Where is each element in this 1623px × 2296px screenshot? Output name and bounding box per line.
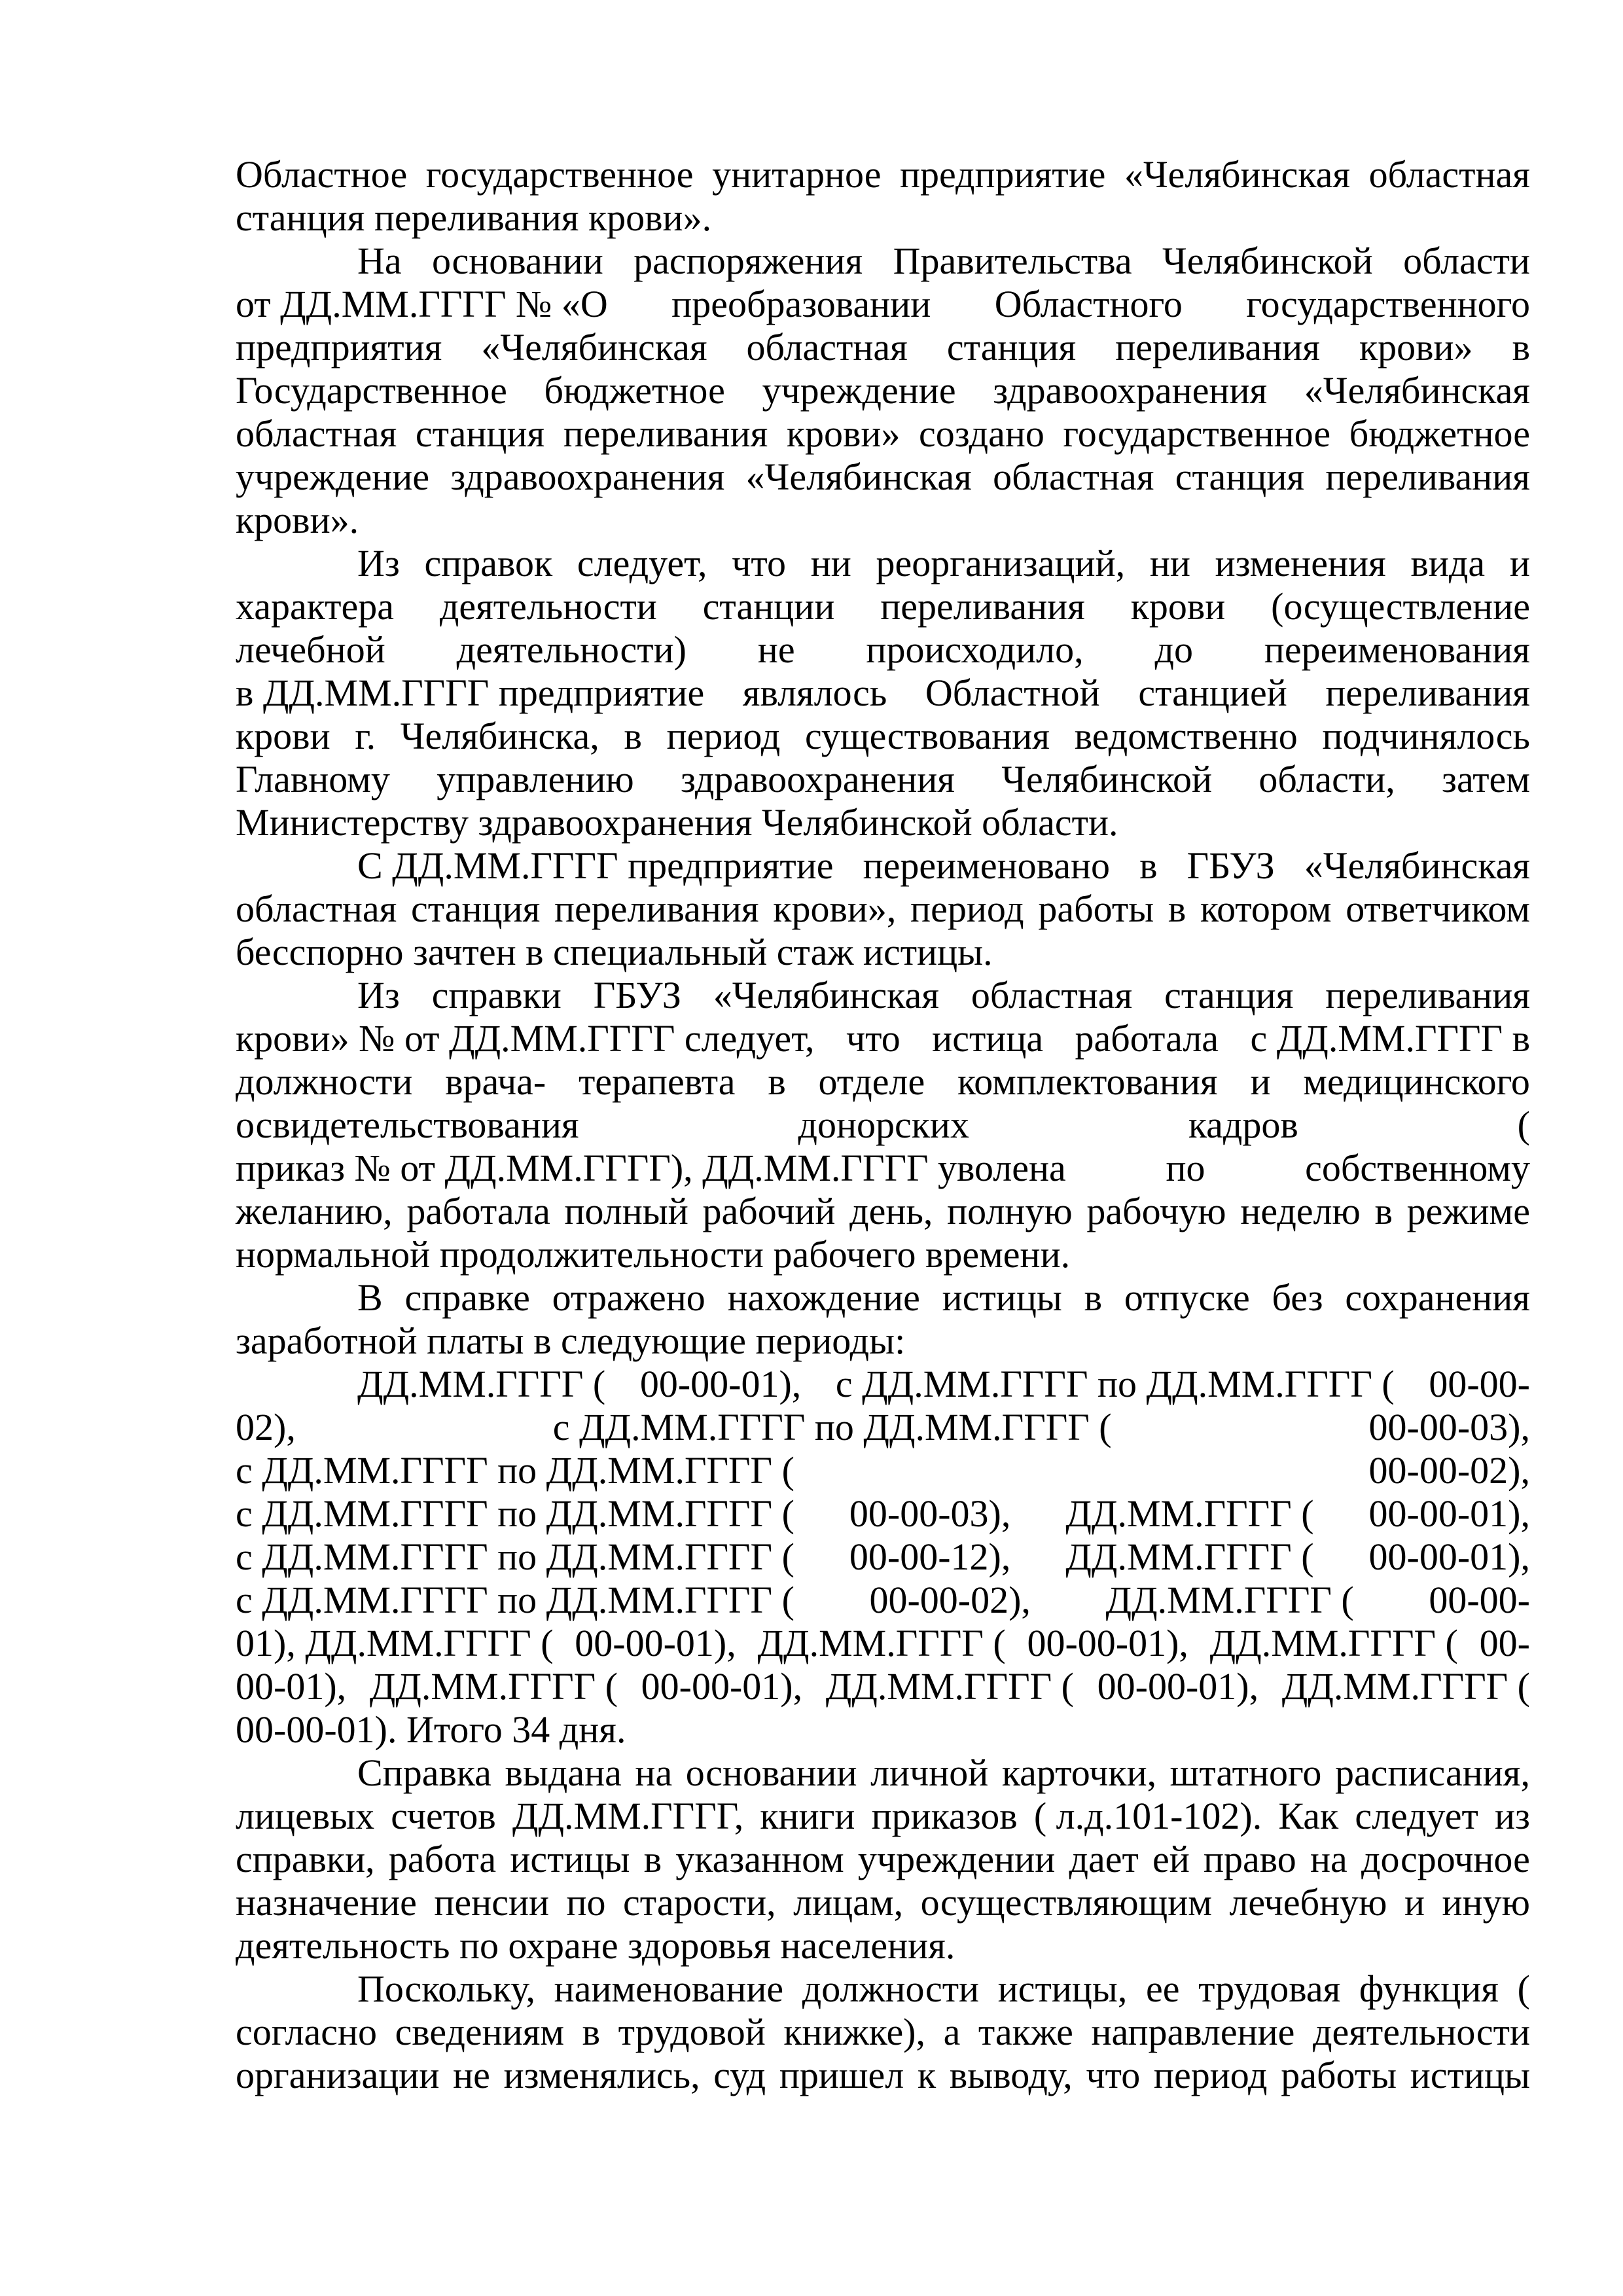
word-group: станция переливания крови».: [236, 196, 712, 239]
word-group: переименовано: [863, 844, 1111, 887]
text-line-18: [236, 888, 1530, 931]
word-group: что: [846, 1017, 901, 1060]
word-group: станция: [410, 888, 541, 930]
word-group: ( л.д.101-102).: [1033, 1795, 1262, 1837]
word-group: не: [757, 628, 795, 671]
text-line-37: [236, 1708, 1530, 1751]
word-group: желанию,: [236, 1190, 393, 1232]
word-group: ее: [1146, 1967, 1180, 2010]
word-group: личной: [870, 1751, 989, 1794]
word-group: переливания: [1325, 974, 1530, 1016]
word-group: На: [357, 240, 402, 282]
word-group: областная: [971, 974, 1133, 1016]
word-group: сведениям: [395, 2011, 565, 2053]
text-line-1: [236, 153, 1530, 196]
word-group: с ДД.ММ.ГГГГ по ДД.ММ.ГГГГ (: [236, 1579, 794, 1621]
text-line-31: [236, 1449, 1530, 1492]
word-group: истицы,: [997, 1967, 1128, 2010]
text-line-4: [236, 283, 1530, 326]
word-group: работала: [406, 1190, 550, 1232]
word-group: ДД.ММ.ГГГГ (: [1105, 1579, 1354, 1621]
word-group: вида: [1410, 542, 1486, 584]
word-group: переливания: [1115, 326, 1320, 368]
text-line-39: [236, 1795, 1530, 1838]
word-group: справок: [424, 542, 553, 584]
word-group: в: [624, 715, 642, 757]
word-group: 00-00-01),: [575, 1622, 736, 1664]
word-group: неделю: [1240, 1190, 1361, 1232]
word-group: донорских: [798, 1103, 969, 1146]
text-line-35: [236, 1622, 1530, 1665]
text-line-21: [236, 1017, 1530, 1060]
word-group: здравоохранения: [450, 456, 725, 498]
word-group: лицам,: [793, 1881, 904, 1924]
word-group: деятельности): [456, 628, 687, 671]
text-line-14: [236, 715, 1530, 758]
text-line-22: [236, 1060, 1530, 1103]
text-line-6: [236, 369, 1530, 412]
word-group: области,: [1258, 758, 1395, 800]
word-group: Челябинской: [1001, 758, 1212, 800]
word-group: работала: [1075, 1017, 1219, 1060]
word-group: учреждение: [236, 456, 430, 498]
word-group: Поскольку,: [357, 1967, 535, 2010]
word-group: и: [1404, 1881, 1425, 1924]
word-group: на: [1310, 1838, 1347, 1880]
word-group: сохранения: [1345, 1276, 1530, 1319]
word-group: освидетельствования: [236, 1103, 579, 1146]
word-group: Государственное: [236, 369, 507, 412]
word-group: здравоохранения: [993, 369, 1268, 412]
word-group: в: [1139, 844, 1158, 887]
word-group: лечебную: [1229, 1881, 1387, 1924]
word-group: период: [666, 715, 781, 757]
word-group: справки: [431, 974, 562, 1016]
text-line-40: [236, 1838, 1530, 1881]
word-group: распоряжения: [633, 240, 863, 282]
word-group: ДД.ММ.ГГГГ,: [512, 1795, 744, 1837]
word-group: трудовая: [1198, 1967, 1341, 2010]
word-group: в: [643, 1838, 662, 1880]
word-group: станция: [415, 412, 545, 455]
word-group: лечебной: [236, 628, 385, 671]
word-group: областная: [236, 412, 397, 455]
word-group: должности: [236, 1060, 413, 1103]
word-group: (: [1517, 1103, 1530, 1146]
word-group: и: [1250, 1060, 1271, 1103]
word-group: 00-00-01),: [1368, 1535, 1530, 1578]
word-group: приказ № от ДД.ММ.ГГГГ), ДД.ММ.ГГГГ уволена: [236, 1147, 1066, 1189]
word-group: режиме: [1406, 1190, 1530, 1232]
word-group: Областной: [925, 672, 1100, 714]
word-group: справки,: [236, 1838, 375, 1880]
word-group: работы: [1281, 2054, 1397, 2096]
word-group: переливания: [1325, 456, 1530, 498]
word-group: являлось: [742, 672, 887, 714]
word-group: работы: [1038, 888, 1154, 930]
word-group: полный: [564, 1190, 688, 1232]
word-group: следует: [1355, 1795, 1478, 1837]
word-group: 00-00-03),: [1368, 1406, 1530, 1448]
word-group: должности: [802, 1967, 980, 2010]
word-group: с ДД.ММ.ГГГГ по ДД.ММ.ГГГГ (: [236, 1492, 794, 1535]
word-group: заработной платы в следующие периоды:: [236, 1319, 906, 1362]
word-group: ответчиком: [1346, 888, 1530, 930]
word-group: справке: [404, 1276, 530, 1319]
text-line-28: [236, 1319, 1530, 1363]
word-group: что: [1086, 2054, 1141, 2096]
word-group: 00-00-: [1429, 1363, 1530, 1405]
word-group: отделе: [818, 1060, 925, 1103]
word-group: областная: [1368, 153, 1530, 196]
text-line-5: [236, 326, 1530, 369]
word-group: существования: [804, 715, 1050, 757]
text-line-36: [236, 1665, 1530, 1708]
word-group: изменения: [1215, 542, 1386, 584]
word-group: Областное: [236, 153, 408, 196]
word-group: нормальной продолжительности рабочего времени.: [236, 1233, 1071, 1276]
word-group: 00-00-12),: [849, 1535, 1011, 1578]
word-group: что: [732, 542, 787, 584]
word-group: в: [1084, 1276, 1103, 1319]
word-group: период: [910, 888, 1024, 930]
word-group: отпуске: [1124, 1276, 1250, 1319]
word-group: до: [1154, 628, 1193, 671]
word-group: суд: [713, 2054, 766, 2096]
word-group: работа: [388, 1838, 497, 1880]
word-group: происходило,: [866, 628, 1084, 671]
word-group: переливания: [563, 412, 768, 455]
word-group: трудовой: [618, 2011, 766, 2053]
text-line-3: [236, 240, 1530, 283]
word-group: в: [768, 1060, 786, 1103]
word-group: Справка: [357, 1751, 491, 1794]
word-group: крови»: [786, 412, 901, 455]
word-group: истицы: [510, 1838, 630, 1880]
text-line-32: [236, 1492, 1530, 1535]
word-group: назначение: [236, 1881, 417, 1924]
word-group: ДД.ММ.ГГГГ (: [757, 1622, 1006, 1664]
word-group: государственное: [1063, 412, 1331, 455]
word-group: С ДД.ММ.ГГГГ предприятие: [357, 844, 834, 887]
word-group: учреждении: [857, 1838, 1056, 1880]
word-group: переливания: [1325, 672, 1530, 714]
word-group: период: [1153, 2054, 1268, 2096]
word-group: с ДД.ММ.ГГГГ по ДД.ММ.ГГГГ (: [835, 1363, 1395, 1405]
word-group: в ДД.ММ.ГГГГ предприятие: [236, 672, 705, 714]
word-group: собственному: [1305, 1147, 1530, 1189]
word-group: предприятия: [236, 326, 442, 368]
word-group: государственного: [1246, 283, 1530, 325]
word-group: 00-00-01),: [641, 1665, 803, 1708]
word-group: бюджетное: [544, 369, 725, 412]
text-line-19: [236, 931, 1530, 974]
word-group: нахождение: [727, 1276, 920, 1319]
word-group: ДД.ММ.ГГГГ (: [357, 1363, 606, 1405]
word-group: 00-00-01). Итого 34 дня.: [236, 1708, 626, 1751]
word-group: «Челябинская: [1124, 153, 1351, 196]
word-group: истица: [932, 1017, 1044, 1060]
word-group: г.: [355, 715, 376, 757]
word-group: «Челябинская: [481, 326, 707, 368]
word-group: комплектования: [957, 1060, 1218, 1103]
word-group: деятельность по охране здоровья населения.: [236, 1924, 955, 1967]
word-group: создано: [918, 412, 1044, 455]
word-group: крови».: [236, 499, 359, 541]
text-line-16: [236, 801, 1530, 844]
word-group: крови: [1130, 585, 1226, 628]
text-line-43: [236, 1967, 1530, 2011]
text-line-26: [236, 1233, 1530, 1276]
word-group: унитарное: [712, 153, 882, 196]
word-group: крови: [236, 715, 330, 757]
word-group: котором: [1200, 888, 1332, 930]
text-line-38: [236, 1751, 1530, 1795]
document-text: [236, 153, 1530, 2097]
word-group: крови»: [1359, 326, 1473, 368]
text-line-42: [236, 1924, 1530, 1967]
text-line-23: [236, 1103, 1530, 1147]
word-group: функция: [1359, 1967, 1499, 2010]
word-group: 00-: [1479, 1622, 1530, 1664]
word-group: крови»,: [773, 888, 897, 930]
word-group: пенсии: [434, 1881, 550, 1924]
word-group: в: [582, 2011, 601, 2053]
word-group: 01), ДД.ММ.ГГГГ (: [236, 1622, 554, 1664]
word-group: ГБУЗ: [1186, 844, 1275, 887]
word-group: выдана: [505, 1751, 622, 1794]
word-group: Министерству здравоохранения Челябинской области.: [236, 801, 1118, 844]
word-group: изменялись,: [503, 2054, 700, 2096]
word-group: карточки,: [1001, 1751, 1157, 1794]
word-group: станцией: [1138, 672, 1287, 714]
text-line-15: [236, 758, 1530, 801]
text-line-10: [236, 542, 1530, 585]
text-line-9: [236, 499, 1530, 542]
word-group: истицы: [1410, 2054, 1530, 2096]
word-group: право: [1204, 1838, 1296, 1880]
word-group: 00-00-01),: [1097, 1665, 1259, 1708]
word-group: из: [1495, 1795, 1530, 1837]
word-group: полную: [947, 1190, 1073, 1232]
text-line-25: [236, 1190, 1530, 1233]
text-line-11: [236, 585, 1530, 628]
word-group: государственное: [425, 153, 694, 196]
word-group: без: [1272, 1276, 1323, 1319]
word-group: ДД.ММ.ГГГГ (: [1065, 1535, 1314, 1578]
word-group: области: [1403, 240, 1530, 282]
word-group: предприятие: [900, 153, 1106, 196]
word-group: ведомственно: [1074, 715, 1298, 757]
word-group: учреждение: [762, 369, 956, 412]
word-group: по: [1166, 1147, 1205, 1189]
word-group: не: [453, 2054, 490, 2096]
word-group: станции: [702, 585, 835, 628]
word-group: ДД.ММ.ГГГГ (: [1281, 1665, 1530, 1708]
word-group: «Челябинская: [1304, 844, 1530, 887]
text-line-44: [236, 2011, 1530, 2054]
word-group: деятельности: [1312, 2011, 1530, 2053]
word-group: 00-01),: [236, 1665, 347, 1708]
word-group: В: [357, 1276, 383, 1319]
text-line-8: [236, 456, 1530, 499]
word-group: приказов: [871, 1795, 1018, 1837]
word-group: выводу,: [949, 2054, 1073, 2096]
word-group: на: [635, 1751, 673, 1794]
word-group: 00-00-01),: [1368, 1492, 1530, 1535]
word-group: «Челябинская: [745, 456, 972, 498]
word-group: по: [566, 1881, 606, 1924]
word-group: организации: [236, 2054, 440, 2096]
word-group: Челябинска,: [400, 715, 599, 757]
word-group: 00-00-02),: [869, 1579, 1031, 1621]
text-line-29: [236, 1363, 1530, 1406]
word-group: отражено: [552, 1276, 705, 1319]
text-line-2: [236, 196, 1530, 240]
word-group: характера: [236, 585, 394, 628]
word-group: штатного: [1169, 1751, 1322, 1794]
word-group: рабочий: [702, 1190, 836, 1232]
text-line-45: [236, 2054, 1530, 2097]
word-group: ни: [810, 542, 851, 584]
word-group: «Челябинская: [1304, 369, 1530, 412]
word-group: дает: [1069, 1838, 1139, 1880]
word-group: книжке),: [783, 2011, 925, 2053]
word-group: в: [1168, 888, 1186, 930]
word-group: управлению: [437, 758, 634, 800]
word-group: «Челябинская: [713, 974, 939, 1016]
word-group: старости,: [623, 1881, 776, 1924]
word-group: осуществляющим: [920, 1881, 1212, 1924]
word-group: кадров: [1188, 1103, 1298, 1146]
word-group: Как: [1278, 1795, 1339, 1837]
word-group: 02),: [236, 1406, 296, 1448]
word-group: (осуществление: [1271, 585, 1530, 628]
word-group: областная: [236, 888, 397, 930]
word-group: указанном: [675, 1838, 844, 1880]
word-group: досрочное: [1361, 1838, 1530, 1880]
word-group: Из: [357, 542, 400, 584]
word-group: ДД.ММ.ГГГГ (: [1209, 1622, 1458, 1664]
word-group: Челябинской: [1162, 240, 1373, 282]
text-line-24: [236, 1147, 1530, 1190]
word-group: ДД.ММ.ГГГГ (: [369, 1665, 618, 1708]
word-group: станция: [1175, 456, 1305, 498]
word-group: станция: [946, 326, 1077, 368]
word-group: ни: [1149, 542, 1190, 584]
word-group: также: [978, 2011, 1073, 2053]
text-line-41: [236, 1881, 1530, 1924]
word-group: Из: [357, 974, 400, 1016]
word-group: преобразовании: [671, 283, 931, 325]
word-group: основании: [685, 1751, 857, 1794]
word-group: ДД.ММ.ГГГГ (: [1065, 1492, 1314, 1535]
word-group: в: [1374, 1190, 1393, 1232]
word-group: 00-00-01),: [639, 1363, 802, 1405]
text-line-27: [236, 1276, 1530, 1319]
word-group: с ДД.ММ.ГГГГ по ДД.ММ.ГГГГ (: [236, 1535, 794, 1578]
word-group: бюджетное: [1349, 412, 1530, 455]
word-group: Областного: [994, 283, 1183, 325]
word-group: рабочую: [1086, 1190, 1226, 1232]
word-group: от ДД.ММ.ГГГГ № «О: [236, 283, 608, 325]
word-group: в: [1512, 326, 1530, 368]
word-group: лицевых: [236, 1795, 375, 1837]
word-group: следует,: [577, 542, 707, 584]
word-group: переименования: [1264, 628, 1530, 671]
word-group: с ДД.ММ.ГГГГ по ДД.ММ.ГГГГ (: [236, 1449, 794, 1492]
word-group: крови» № от ДД.ММ.ГГГГ следует,: [236, 1017, 815, 1060]
text-line-34: [236, 1579, 1530, 1622]
word-group: ГБУЗ: [593, 974, 681, 1016]
word-group: 00-00-02),: [1368, 1449, 1530, 1492]
word-group: наименование: [554, 1967, 784, 2010]
word-group: Правительства: [893, 240, 1132, 282]
word-group: (: [1517, 1967, 1530, 2010]
word-group: день,: [849, 1190, 933, 1232]
word-group: счетов: [391, 1795, 496, 1837]
text-line-13: [236, 672, 1530, 715]
word-group: бесспорно зачтен в специальный стаж истицы.: [236, 931, 993, 973]
word-group: врача-: [445, 1060, 546, 1103]
word-group: деятельности: [439, 585, 657, 628]
word-group: медицинского: [1303, 1060, 1530, 1103]
word-group: ей: [1152, 1838, 1190, 1880]
word-group: реорганизаций,: [876, 542, 1126, 584]
word-group: согласно: [236, 2011, 378, 2053]
word-group: затем: [1442, 758, 1530, 800]
text-line-12: [236, 628, 1530, 672]
word-group: областная: [993, 456, 1154, 498]
word-group: Главному: [236, 758, 390, 800]
text-line-33: [236, 1535, 1530, 1579]
word-group: расписания,: [1334, 1751, 1530, 1794]
word-group: пришел: [779, 2054, 904, 2096]
word-group: 00-00-03),: [849, 1492, 1011, 1535]
word-group: 00-00-01),: [1027, 1622, 1188, 1664]
word-group: иную: [1442, 1881, 1530, 1924]
word-group: к: [917, 2054, 936, 2096]
word-group: с ДД.ММ.ГГГГ в: [1250, 1017, 1530, 1060]
word-group: переливания: [554, 888, 759, 930]
word-group: а: [943, 2011, 961, 2053]
word-group: подчинялось: [1322, 715, 1530, 757]
word-group: ДД.ММ.ГГГГ (: [825, 1665, 1074, 1708]
text-line-7: [236, 412, 1530, 456]
text-line-30: [236, 1406, 1530, 1449]
word-group: и: [1509, 542, 1530, 584]
text-line-17: [236, 844, 1530, 888]
word-group: книги: [760, 1795, 855, 1837]
word-group: терапевта: [578, 1060, 736, 1103]
word-group: 00-00-: [1429, 1579, 1530, 1621]
word-group: с ДД.ММ.ГГГГ по ДД.ММ.ГГГГ (: [552, 1406, 1112, 1448]
word-group: станция: [1164, 974, 1294, 1016]
word-group: здравоохранения: [681, 758, 955, 800]
word-group: переливания: [880, 585, 1085, 628]
text-line-20: [236, 974, 1530, 1017]
word-group: областная: [746, 326, 908, 368]
word-group: основании: [432, 240, 603, 282]
word-group: истицы: [942, 1276, 1062, 1319]
word-group: направление: [1091, 2011, 1295, 2053]
